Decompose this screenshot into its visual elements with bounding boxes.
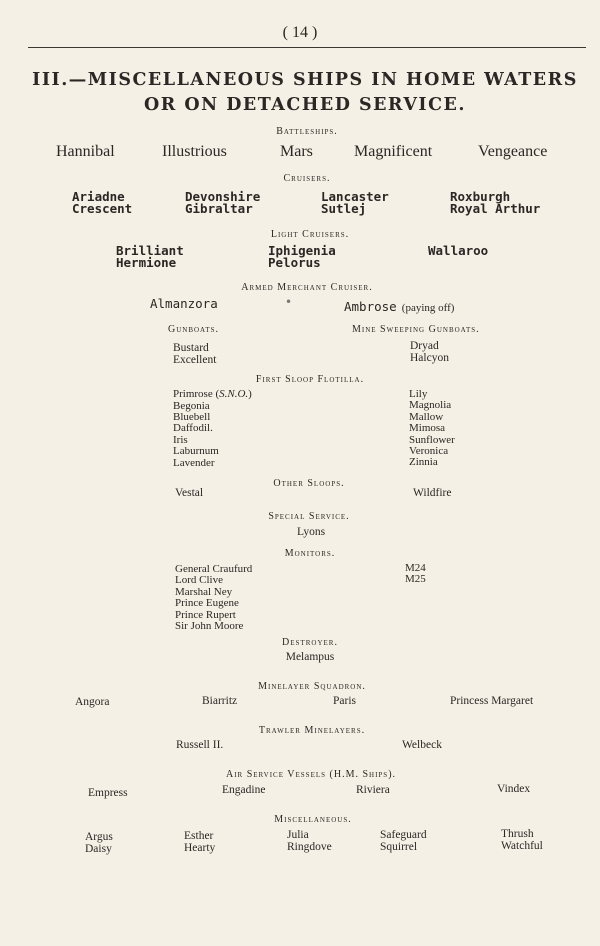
minelayer-squadron-heading: Minelayer Squadron. bbox=[258, 681, 366, 692]
battleship-item: Vengeance bbox=[478, 143, 548, 160]
miscellaneous-column: Argus Daisy bbox=[85, 831, 113, 855]
header-rule bbox=[28, 47, 586, 48]
trawler-minelayers-heading: Trawler Minelayers. bbox=[258, 725, 366, 736]
separator-dot: • bbox=[285, 295, 293, 309]
armed-merchant-cruiser-item: Almanzora bbox=[150, 296, 218, 311]
air-service-vessels-heading: Air Service Vessels (H.M. Ships). bbox=[225, 769, 397, 780]
air-service-vessel-item: Vindex bbox=[497, 783, 531, 795]
light-cruisers-column: Brilliant Hermione bbox=[116, 243, 184, 270]
miscellaneous-column: Esther Hearty bbox=[184, 830, 216, 854]
minelayer-item: Biarritz bbox=[202, 695, 238, 707]
cruisers-column: Ariadne Crescent bbox=[72, 189, 133, 216]
ship-note: S.N.O. bbox=[219, 388, 249, 400]
destroyer-heading: Destroyer. bbox=[282, 637, 338, 648]
air-service-vessel-item: Engadine bbox=[222, 784, 266, 796]
armed-merchant-cruiser-heading: Armed Merchant Cruiser. bbox=[241, 282, 373, 293]
battleship-item: Magnificent bbox=[354, 143, 433, 160]
light-cruisers-column: Iphigenia Pelorus bbox=[268, 243, 336, 270]
battleship-item: Mars bbox=[280, 143, 313, 160]
miscellaneous-column: Safeguard Squirrel bbox=[380, 829, 427, 853]
ship-name: Ambrose bbox=[344, 299, 397, 314]
miscellaneous-column: Julia Ringdove bbox=[287, 829, 332, 853]
minelayer-item: Angora bbox=[75, 696, 110, 708]
battleships-heading: Battleships. bbox=[276, 126, 338, 137]
air-service-vessel-item: Riviera bbox=[356, 784, 390, 796]
special-service-item: Lyons bbox=[296, 526, 326, 538]
first-sloop-flotilla-column: Begonia Bluebell Daffodil. Iris Laburnum Lavender bbox=[173, 399, 219, 469]
cruisers-column: Devonshire Gibraltar bbox=[185, 189, 261, 216]
ship-note-end: ) bbox=[248, 388, 252, 400]
battleship-item: Illustrious bbox=[162, 143, 227, 160]
light-cruisers-heading: Light Cruisers. bbox=[270, 229, 350, 240]
flotilla-leader bbox=[173, 389, 252, 400]
other-sloops-heading: Other Sloops. bbox=[273, 478, 345, 489]
battleship-item: Hannibal bbox=[56, 143, 115, 160]
gunboats-list: Bustard Excellent bbox=[173, 342, 217, 366]
trawler-minelayer-item: Russell II. bbox=[176, 739, 224, 751]
cruisers-column: Lancaster Sutlej bbox=[321, 189, 389, 216]
mine-sweeping-gunboats-list: Dryad Halcyon bbox=[410, 340, 449, 364]
ship-note: (paying off) bbox=[401, 302, 455, 314]
light-cruisers-column: Wallaroo bbox=[428, 243, 489, 258]
ship-name: Primrose ( bbox=[173, 388, 220, 400]
first-sloop-flotilla-column: Lily Magnolia Mallow Mimosa Sunflower Veronica Zinnia bbox=[409, 388, 455, 469]
cruisers-column: Roxburgh Royal Arthur bbox=[450, 189, 541, 216]
other-sloop-item: Vestal bbox=[175, 487, 204, 499]
page-number: ( 14 ) bbox=[282, 24, 318, 41]
minelayer-item: Paris bbox=[333, 695, 356, 707]
first-sloop-flotilla-heading: First Sloop Flotilla. bbox=[255, 374, 365, 385]
monitors-heading: Monitors. bbox=[284, 548, 336, 559]
miscellaneous-column: Thrush Watchful bbox=[501, 828, 543, 852]
destroyer-item: Melampus bbox=[285, 651, 335, 663]
monitors-column: General Craufurd Lord Clive Marshal Ney Prince Eugene Prince Rupert Sir John Moore bbox=[175, 563, 253, 633]
special-service-heading: Special Service. bbox=[268, 511, 350, 522]
cruisers-heading: Cruisers. bbox=[283, 173, 331, 184]
monitors-column: M24 M25 bbox=[405, 562, 426, 586]
gunboats-heading: Gunboats. bbox=[168, 324, 220, 335]
minelayer-item: Princess Margaret bbox=[450, 695, 534, 707]
section-title-line-2: OR ON DETACHED SERVICE. bbox=[144, 95, 466, 115]
section-title-line-1: III.—MISCELLANEOUS SHIPS IN HOME WATERS bbox=[32, 70, 578, 90]
miscellaneous-heading: Miscellaneous. bbox=[274, 814, 352, 825]
mine-sweeping-gunboats-heading: Mine Sweeping Gunboats. bbox=[352, 324, 480, 335]
trawler-minelayer-item: Welbeck bbox=[402, 739, 442, 751]
armed-merchant-cruiser-item bbox=[344, 296, 454, 315]
air-service-vessel-item: Empress bbox=[88, 787, 128, 799]
other-sloop-item: Wildfire bbox=[413, 487, 452, 499]
